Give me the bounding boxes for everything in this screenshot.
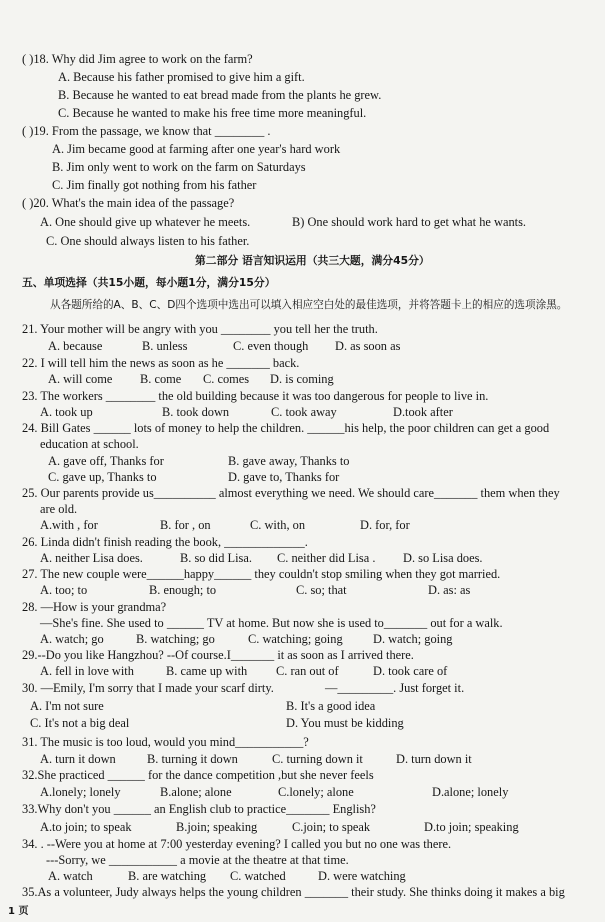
q22-stem: 22. I will tell him the news as soon as he _______ back. [22,356,300,370]
q25-option-a: A.with , for [40,518,98,532]
q29-option-c: C. ran out of [276,664,339,678]
q21-option-d: D. as soon as [335,339,401,353]
q19-option-c: C. Jim finally got nothing from his father [52,178,257,192]
q26-stem: 26. Linda didn't finish reading the book, _____________. [22,535,308,549]
q30-option-a: A. I'm not sure [30,699,104,713]
q32-stem: 32.She practiced ______ for the dance competition ,but she never feels [22,768,374,782]
q30-stem: 30. —Emily, I'm sorry that I made your scarf dirty. [22,681,274,695]
q32-option-b: B.alone; alone [160,785,232,799]
q26-option-a: A. neither Lisa does. [40,551,143,565]
q33-option-b: B.join; speaking [176,820,258,834]
q25-stem: 25. Our parents provide us__________ almost everything we need. We should care_______ them when they [22,486,560,500]
q27-stem: 27. The new couple were______happy______ they couldn't stop smiling when they got married. [22,567,501,581]
q23-option-b: B. took down [162,405,230,419]
q20-option-c: C. One should always listen to his father. [46,234,250,248]
q31-option-b: B. turning it down [147,752,238,766]
q31-option-c: C. turning down it [272,752,363,766]
q33-stem: 33.Why don't you ______ an English club to practice_______ English? [22,802,376,816]
q23-stem: 23. The workers ________ the old building because it was too dangerous for people to live in. [22,389,489,403]
q29-stem: 29.--Do you like Hangzhou? --Of course.I_______ it as soon as I arrived there. [22,648,414,662]
q27-option-a: A. too; to [40,583,88,597]
q28-option-a: A. watch; go [40,632,104,646]
q30-option-d: D. You must be kidding [286,716,404,730]
q22-option-d: D. is coming [270,372,334,386]
q24-option-d: D. gave to, Thanks for [228,470,340,484]
q33-option-c: C.join; to speak [292,820,371,834]
q21-stem: 21. Your mother will be angry with you ________ you tell her the truth. [22,322,378,336]
q30-option-b: B. It's a good idea [286,699,376,713]
q34-stem-cont: ---Sorry, we ___________ a movie at the theatre at that time. [46,853,349,867]
q25-option-d: D. for, for [360,518,410,532]
q28-stem-cont: —She's fine. She used to ______ TV at home. But now she is used to_______ out for a walk. [40,616,503,630]
page-number: 1 页 [8,906,29,917]
q32-option-c: C.lonely; alone [278,785,354,799]
q24-option-a: A. gave off, Thanks for [48,454,164,468]
q32-option-a: A.lonely; lonely [40,785,121,799]
q27-option-d: D. as: as [428,583,471,597]
q18-option-c: C. Because he wanted to make his free time more meaningful. [58,106,367,120]
q23-option-a: A. took up [40,405,93,419]
q28-option-c: C. watching; going [248,632,343,646]
q31-stem: 31. The music is too loud, would you mind___________? [22,735,309,749]
q23-option-c: C. took away [271,405,337,419]
q29-option-a: A. fell in love with [40,664,134,678]
q30-option-c: C. It's not a big deal [30,716,130,730]
q25-option-b: B. for , on [160,518,211,532]
q24-option-c: C. gave up, Thanks to [48,470,157,484]
q27-option-c: C. so; that [296,583,347,597]
q33-option-d: D.to join; speaking [424,820,519,834]
q19-option-b: B. Jim only went to work on the farm on Saturdays [52,160,306,174]
q26-option-d: D. so Lisa does. [403,551,483,565]
q29-option-d: D. took care of [373,664,448,678]
section5-title: 五、单项选择（共15小题，每小题1分，满分15分） [22,276,276,289]
q26-option-b: B. so did Lisa. [180,551,252,565]
q23-option-d: D.took after [393,405,453,419]
q28-option-b: B. watching; go [136,632,215,646]
q34-option-b: B. are watching [128,869,207,883]
q31-option-a: A. turn it down [40,752,116,766]
q24-stem: 24. Bill Gates ______ lots of money to help the children. ______his help, the poor children can get a good [22,421,550,435]
q24-stem-cont: education at school. [40,437,139,451]
q25-stem-cont: are old. [40,502,78,516]
q24-option-b: B. gave away, Thanks to [228,454,350,468]
q34-stem: 34. . --Were you at home at 7:00 yesterday evening? I called you but no one was there. [22,837,452,851]
q27-option-b: B. enough; to [149,583,217,597]
q18-option-a: A. Because his father promised to give him a gift. [58,70,305,84]
q32-option-d: D.alone; lonely [432,785,509,799]
q35-stem: 35.As a volunteer, Judy always helps the young children _______ their study. She thinks doing it makes a big [22,885,565,899]
q34-option-d: D. were watching [318,869,406,883]
q21-option-a: A. because [48,339,103,353]
q18-stem: ( )18. Why did Jim agree to work on the farm? [22,52,253,66]
q18-option-b: B. Because he wanted to eat bread made from the plants he grew. [58,88,382,102]
q20-stem: ( )20. What's the main idea of the passage? [22,196,235,210]
q26-option-c: C. neither did Lisa . [277,551,376,565]
part2-title: 第二部分 语言知识运用（共三大题，满分45分） [195,254,430,267]
q22-option-a: A. will come [48,372,113,386]
q22-option-c: C. comes [203,372,250,386]
q21-option-b: B. unless [142,339,188,353]
section5-instruction: 从各题所给的A、B、C、D四个选项中选出可以填入相应空白处的最佳选项，并将答题卡上的相应的选项涂黑。 [50,299,568,311]
q19-stem: ( )19. From the passage, we know that ________ . [22,124,271,138]
q34-option-a: A. watch [48,869,93,883]
q31-option-d: D. turn down it [396,752,472,766]
q19-option-a: A. Jim became good at farming after one year's hard work [52,142,341,156]
q25-option-c: C. with, on [250,518,306,532]
q28-option-d: D. watch; going [373,632,453,646]
q20-option-b: B) One should work hard to get what he wants. [292,215,527,229]
q21-option-c: C. even though [233,339,309,353]
q22-option-b: B. come [140,372,182,386]
q33-option-a: A.to join; to speak [40,820,132,834]
q34-option-c: C. watched [230,869,286,883]
q30-reply: —_________. Just forget it. [325,681,465,695]
q20-option-a: A. One should give up whatever he meets. [40,215,251,229]
q29-option-b: B. came up with [166,664,248,678]
q28-stem: 28. —How is your grandma? [22,600,167,614]
